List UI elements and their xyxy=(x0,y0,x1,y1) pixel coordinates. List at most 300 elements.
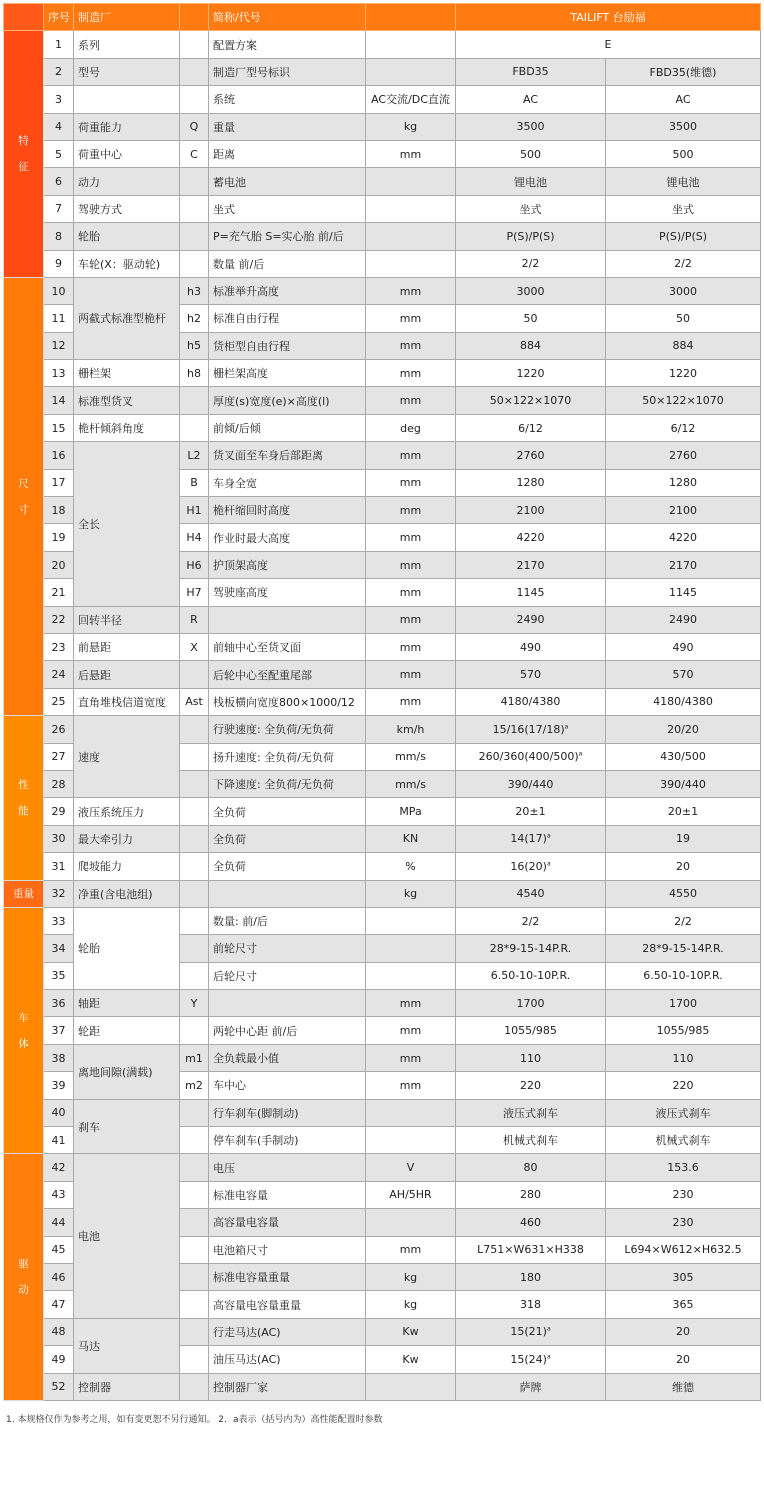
row-name: 液压系统压力 xyxy=(74,798,180,825)
row-name: 轮距 xyxy=(74,1017,180,1044)
row-name: 后悬距 xyxy=(74,661,180,688)
row-item: 距离 xyxy=(209,140,366,167)
section-label-char: 体 xyxy=(18,1037,29,1050)
row-value-1 xyxy=(456,497,606,524)
row-value-1 xyxy=(456,990,606,1017)
value-text: 1220 xyxy=(516,366,545,380)
row-unit: mm xyxy=(366,1236,456,1263)
header-row xyxy=(4,4,761,31)
row-code: H6 xyxy=(180,551,209,578)
table-row xyxy=(4,661,761,688)
row-value-2: 19 xyxy=(606,825,761,852)
row-number: 21 xyxy=(44,579,74,606)
row-item: 全负荷 xyxy=(209,825,366,852)
table-row xyxy=(4,168,761,195)
row-code: X xyxy=(180,633,209,660)
row-item: 驾驶座高度 xyxy=(209,579,366,606)
value-text: 50×122×1070 xyxy=(489,394,572,408)
row-name: 离地间隙(满载) xyxy=(74,1044,180,1099)
row-value-2: 4220 xyxy=(606,524,761,551)
row-unit xyxy=(366,1373,456,1400)
row-value-2: 2/2 xyxy=(606,250,761,277)
row-item xyxy=(209,606,366,633)
row-number: 7 xyxy=(44,195,74,222)
footnote-marker: a xyxy=(546,1325,551,1333)
value-text: 2/2 xyxy=(521,914,540,928)
row-value-1 xyxy=(456,414,606,441)
row-value-1 xyxy=(456,770,606,797)
row-number: 13 xyxy=(44,360,74,387)
row-name: 系列 xyxy=(74,31,180,58)
table-row xyxy=(4,606,761,633)
row-number: 35 xyxy=(44,962,74,989)
row-number: 41 xyxy=(44,1127,74,1154)
row-item: 前轴中心至货叉面 xyxy=(209,633,366,660)
row-code: h8 xyxy=(180,360,209,387)
row-item: 后轮尺寸 xyxy=(209,962,366,989)
row-number: 18 xyxy=(44,497,74,524)
value-text: 884 xyxy=(520,339,541,353)
row-value-2: 1145 xyxy=(606,579,761,606)
row-item: 护顶架高度 xyxy=(209,551,366,578)
row-code xyxy=(180,716,209,743)
row-item: 标准电容量重量 xyxy=(209,1263,366,1290)
table-row xyxy=(4,360,761,387)
row-value-1 xyxy=(456,688,606,715)
row-value-2: 220 xyxy=(606,1072,761,1099)
section-label-char: 能 xyxy=(18,804,29,817)
row-number: 46 xyxy=(44,1263,74,1290)
row-code xyxy=(180,661,209,688)
header-brand: TAILIFT 台励福 xyxy=(456,4,761,31)
row-item: 扬升速度: 全负荷/无负荷 xyxy=(209,743,366,770)
row-unit xyxy=(366,168,456,195)
row-value-2: AC xyxy=(606,86,761,113)
row-number: 4 xyxy=(44,113,74,140)
row-number: 5 xyxy=(44,140,74,167)
row-value-2: 机械式刹车 xyxy=(606,1127,761,1154)
section-label xyxy=(4,716,44,880)
value-text: 280 xyxy=(520,1188,541,1202)
row-item: 停车刹车(手制动) xyxy=(209,1127,366,1154)
row-code: C xyxy=(180,140,209,167)
row-number: 37 xyxy=(44,1017,74,1044)
row-number: 11 xyxy=(44,305,74,332)
row-value-1 xyxy=(456,907,606,934)
value-text: 1700 xyxy=(516,996,545,1010)
table-row xyxy=(4,140,761,167)
row-unit: mm xyxy=(366,579,456,606)
row-value-2: 2490 xyxy=(606,606,761,633)
table-row xyxy=(4,825,761,852)
row-number: 29 xyxy=(44,798,74,825)
row-value-2: 1700 xyxy=(606,990,761,1017)
row-item: 数量 前/后 xyxy=(209,250,366,277)
row-value-1 xyxy=(456,825,606,852)
row-value-2: 50 xyxy=(606,305,761,332)
row-code xyxy=(180,1236,209,1263)
section-label-char: 驱 xyxy=(18,1258,29,1271)
row-code xyxy=(180,1127,209,1154)
row-item: 行车刹车(脚制动) xyxy=(209,1099,366,1126)
row-code xyxy=(180,387,209,414)
row-item: 高容量电容量重量 xyxy=(209,1291,366,1318)
row-item: 数量: 前/后 xyxy=(209,907,366,934)
section-label-char: 特 xyxy=(18,135,29,148)
row-value-2: 365 xyxy=(606,1291,761,1318)
row-name: 车轮(X：驱动轮) xyxy=(74,250,180,277)
row-unit: mm xyxy=(366,332,456,359)
row-unit: deg xyxy=(366,414,456,441)
row-unit: kg xyxy=(366,1263,456,1290)
row-item: 电池箱尺寸 xyxy=(209,1236,366,1263)
row-value-2: 430/500 xyxy=(606,743,761,770)
row-value-2: 4550 xyxy=(606,880,761,907)
value-text: 460 xyxy=(520,1215,541,1229)
row-value-2: 500 xyxy=(606,140,761,167)
spec-table xyxy=(3,3,761,1401)
row-code: h3 xyxy=(180,277,209,304)
row-item: 桅杆缩回时高度 xyxy=(209,497,366,524)
row-name: 最大牵引力 xyxy=(74,825,180,852)
row-value-2: 20 xyxy=(606,853,761,880)
section-label-char: 征 xyxy=(18,161,29,174)
table-row xyxy=(4,277,761,304)
row-value-1 xyxy=(456,1236,606,1263)
row-name: 轮胎 xyxy=(74,223,180,250)
row-item: 前倾/后倾 xyxy=(209,414,366,441)
row-number: 14 xyxy=(44,387,74,414)
row-name: 马达 xyxy=(74,1318,180,1373)
row-unit xyxy=(366,1209,456,1236)
value-text: 260/360(400/500) xyxy=(478,750,579,764)
section-label xyxy=(4,1154,44,1401)
row-code xyxy=(180,743,209,770)
row-name: 电池 xyxy=(74,1154,180,1318)
row-value-2: 570 xyxy=(606,661,761,688)
row-value-2: 390/440 xyxy=(606,770,761,797)
row-unit: mm xyxy=(366,305,456,332)
row-item: 行走马达(AC) xyxy=(209,1318,366,1345)
value-text: 80 xyxy=(523,1161,538,1175)
row-number: 48 xyxy=(44,1318,74,1345)
header-code xyxy=(180,4,209,31)
footnote-marker: a xyxy=(546,1353,551,1361)
table-row xyxy=(4,1099,761,1126)
footnote-marker: a xyxy=(564,723,569,731)
value-text: 2170 xyxy=(516,558,545,572)
table-row xyxy=(4,113,761,140)
row-value-1 xyxy=(456,140,606,167)
row-item: 标准自由行程 xyxy=(209,305,366,332)
value-text: 220 xyxy=(520,1078,541,1092)
row-item: 厚度(s)宽度(e)×高度(l) xyxy=(209,387,366,414)
row-value-2: 1220 xyxy=(606,360,761,387)
row-value-2: 4180/4380 xyxy=(606,688,761,715)
table-row xyxy=(4,853,761,880)
row-item: 控制器厂家 xyxy=(209,1373,366,1400)
row-unit: mm xyxy=(366,469,456,496)
row-value-1 xyxy=(456,168,606,195)
row-code xyxy=(180,1209,209,1236)
row-value-2: P(S)/P(S) xyxy=(606,223,761,250)
row-number: 45 xyxy=(44,1236,74,1263)
row-name: 前悬距 xyxy=(74,633,180,660)
table-row xyxy=(4,990,761,1017)
row-code: L2 xyxy=(180,442,209,469)
row-number: 36 xyxy=(44,990,74,1017)
row-value-2: 2100 xyxy=(606,497,761,524)
row-value-2: 2760 xyxy=(606,442,761,469)
value-text: 4220 xyxy=(516,531,545,545)
value-text: 14(17) xyxy=(510,832,547,846)
row-value-2: 20 xyxy=(606,1318,761,1345)
row-number: 2 xyxy=(44,58,74,85)
row-value-2: 50×122×1070 xyxy=(606,387,761,414)
value-text: 机械式刹车 xyxy=(503,1134,558,1148)
row-value-1 xyxy=(456,1017,606,1044)
row-unit: kg xyxy=(366,113,456,140)
row-code xyxy=(180,414,209,441)
row-name: 回转半径 xyxy=(74,606,180,633)
row-value-2: 液压式刹车 xyxy=(606,1099,761,1126)
row-value-1 xyxy=(456,195,606,222)
section-label-char: 性 xyxy=(18,778,29,791)
row-name: 两截式标准型桅杆 xyxy=(74,277,180,359)
value-text: 3000 xyxy=(516,284,545,298)
row-name: 轮胎 xyxy=(74,907,180,989)
row-value-2: 305 xyxy=(606,1263,761,1290)
row-value-2: 维德 xyxy=(606,1373,761,1400)
row-code xyxy=(180,1291,209,1318)
row-unit: mm xyxy=(366,1017,456,1044)
row-number: 43 xyxy=(44,1181,74,1208)
row-value-2: 110 xyxy=(606,1044,761,1071)
row-number: 30 xyxy=(44,825,74,852)
value-text: FBD35 xyxy=(512,65,549,79)
row-value-1 xyxy=(456,661,606,688)
value-text: 318 xyxy=(520,1298,541,1312)
value-text: 15(24) xyxy=(510,1352,547,1366)
row-number: 10 xyxy=(44,277,74,304)
header-unit xyxy=(366,4,456,31)
row-name: 动力 xyxy=(74,168,180,195)
row-value-1 xyxy=(456,1263,606,1290)
row-unit xyxy=(366,1099,456,1126)
row-value-2: 230 xyxy=(606,1181,761,1208)
row-value-2: 3500 xyxy=(606,113,761,140)
row-code: B xyxy=(180,469,209,496)
row-name: 栅栏架 xyxy=(74,360,180,387)
section-label-char: 动 xyxy=(18,1284,29,1297)
row-item: 作业时最大高度 xyxy=(209,524,366,551)
row-unit: % xyxy=(366,853,456,880)
row-value-2: 2/2 xyxy=(606,907,761,934)
row-code: H7 xyxy=(180,579,209,606)
section-label xyxy=(4,277,44,715)
row-number: 15 xyxy=(44,414,74,441)
row-number: 42 xyxy=(44,1154,74,1181)
table-row xyxy=(4,250,761,277)
row-unit: Kw xyxy=(366,1318,456,1345)
row-item xyxy=(209,880,366,907)
row-name: 桅杆倾斜角度 xyxy=(74,414,180,441)
row-code: R xyxy=(180,606,209,633)
row-code xyxy=(180,962,209,989)
row-value-1 xyxy=(456,58,606,85)
value-text: 2/2 xyxy=(521,257,540,271)
row-code xyxy=(180,31,209,58)
row-unit xyxy=(366,1127,456,1154)
section-label xyxy=(4,907,44,1154)
section-label xyxy=(4,880,44,907)
row-value-1: E xyxy=(456,31,761,58)
row-code: Q xyxy=(180,113,209,140)
row-number: 17 xyxy=(44,469,74,496)
row-number: 3 xyxy=(44,86,74,113)
row-number: 34 xyxy=(44,935,74,962)
row-value-1 xyxy=(456,716,606,743)
row-number: 47 xyxy=(44,1291,74,1318)
row-unit xyxy=(366,58,456,85)
row-unit: mm xyxy=(366,688,456,715)
row-item: 高容量电容量 xyxy=(209,1209,366,1236)
row-code xyxy=(180,1181,209,1208)
row-code: H1 xyxy=(180,497,209,524)
row-item: 栅栏架高度 xyxy=(209,360,366,387)
row-item: 栈板横向宽度800×1000/12 xyxy=(209,688,366,715)
row-number: 49 xyxy=(44,1346,74,1373)
row-number: 24 xyxy=(44,661,74,688)
row-value-1 xyxy=(456,442,606,469)
row-value-1 xyxy=(456,113,606,140)
value-text: 50 xyxy=(523,311,538,325)
header-abbr: 简称/代号 xyxy=(209,4,366,31)
row-value-1 xyxy=(456,606,606,633)
value-text: 6/12 xyxy=(518,421,543,435)
table-row xyxy=(4,223,761,250)
row-code xyxy=(180,880,209,907)
table-row xyxy=(4,907,761,934)
row-code xyxy=(180,195,209,222)
row-item: 全负荷 xyxy=(209,853,366,880)
value-text: 570 xyxy=(520,668,541,682)
row-number: 12 xyxy=(44,332,74,359)
value-text: 490 xyxy=(520,640,541,654)
row-item: 重量 xyxy=(209,113,366,140)
row-value-2: 20±1 xyxy=(606,798,761,825)
footnote-marker: a xyxy=(578,750,583,758)
row-name: 速度 xyxy=(74,716,180,798)
section-label-char: 车 xyxy=(18,1011,29,1024)
row-number: 26 xyxy=(44,716,74,743)
row-unit xyxy=(366,195,456,222)
value-text: 20±1 xyxy=(515,805,546,819)
row-unit xyxy=(366,935,456,962)
row-unit xyxy=(366,907,456,934)
row-code xyxy=(180,1263,209,1290)
row-value-2: 锂电池 xyxy=(606,168,761,195)
row-code: h2 xyxy=(180,305,209,332)
row-unit: V xyxy=(366,1154,456,1181)
row-number: 27 xyxy=(44,743,74,770)
row-number: 44 xyxy=(44,1209,74,1236)
row-number: 22 xyxy=(44,606,74,633)
row-code xyxy=(180,907,209,934)
row-item: 后轮中心至配重尾部 xyxy=(209,661,366,688)
row-value-1 xyxy=(456,1373,606,1400)
row-item: 全负荷 xyxy=(209,798,366,825)
row-value-2: 3000 xyxy=(606,277,761,304)
row-number: 52 xyxy=(44,1373,74,1400)
table-row xyxy=(4,387,761,414)
table-row xyxy=(4,414,761,441)
row-unit: mm xyxy=(366,497,456,524)
row-code xyxy=(180,1154,209,1181)
row-value-1 xyxy=(456,305,606,332)
row-name: 标准型货叉 xyxy=(74,387,180,414)
table-row xyxy=(4,1017,761,1044)
row-code xyxy=(180,1318,209,1345)
row-name: 型号 xyxy=(74,58,180,85)
value-text: 1055/985 xyxy=(504,1024,557,1038)
row-name: 刹车 xyxy=(74,1099,180,1154)
value-text: 6.50-10-10P.R. xyxy=(490,969,571,983)
row-name: 驾驶方式 xyxy=(74,195,180,222)
row-unit: mm xyxy=(366,360,456,387)
row-code xyxy=(180,168,209,195)
row-code xyxy=(180,1346,209,1373)
row-code xyxy=(180,853,209,880)
table-row xyxy=(4,1154,761,1181)
row-value-1 xyxy=(456,1099,606,1126)
row-value-1 xyxy=(456,798,606,825)
row-code: m2 xyxy=(180,1072,209,1099)
row-value-1 xyxy=(456,277,606,304)
row-code xyxy=(180,1017,209,1044)
row-item: 制造厂型号标识 xyxy=(209,58,366,85)
value-text: 390/440 xyxy=(507,777,554,791)
table-row xyxy=(4,716,761,743)
row-code xyxy=(180,798,209,825)
table-row xyxy=(4,31,761,58)
row-number: 19 xyxy=(44,524,74,551)
row-value-1 xyxy=(456,962,606,989)
table-row xyxy=(4,86,761,113)
row-number: 28 xyxy=(44,770,74,797)
row-item: 配置方案 xyxy=(209,31,366,58)
row-value-2: 153.6 xyxy=(606,1154,761,1181)
row-value-2: 2170 xyxy=(606,551,761,578)
row-value-2: 20/20 xyxy=(606,716,761,743)
row-item: 系统 xyxy=(209,86,366,113)
row-unit: kg xyxy=(366,880,456,907)
row-item: 货叉面至车身后部距离 xyxy=(209,442,366,469)
row-item: 坐式 xyxy=(209,195,366,222)
row-number: 40 xyxy=(44,1099,74,1126)
row-code: Y xyxy=(180,990,209,1017)
table-row xyxy=(4,58,761,85)
row-code xyxy=(180,1373,209,1400)
row-name: 直角堆栈信道宽度 xyxy=(74,688,180,715)
row-name: 控制器 xyxy=(74,1373,180,1400)
row-unit: Kw xyxy=(366,1346,456,1373)
value-text: 1280 xyxy=(516,476,545,490)
row-number: 1 xyxy=(44,31,74,58)
row-value-2: 1055/985 xyxy=(606,1017,761,1044)
row-value-2: 1280 xyxy=(606,469,761,496)
row-unit: AC交流/DC直流 xyxy=(366,86,456,113)
